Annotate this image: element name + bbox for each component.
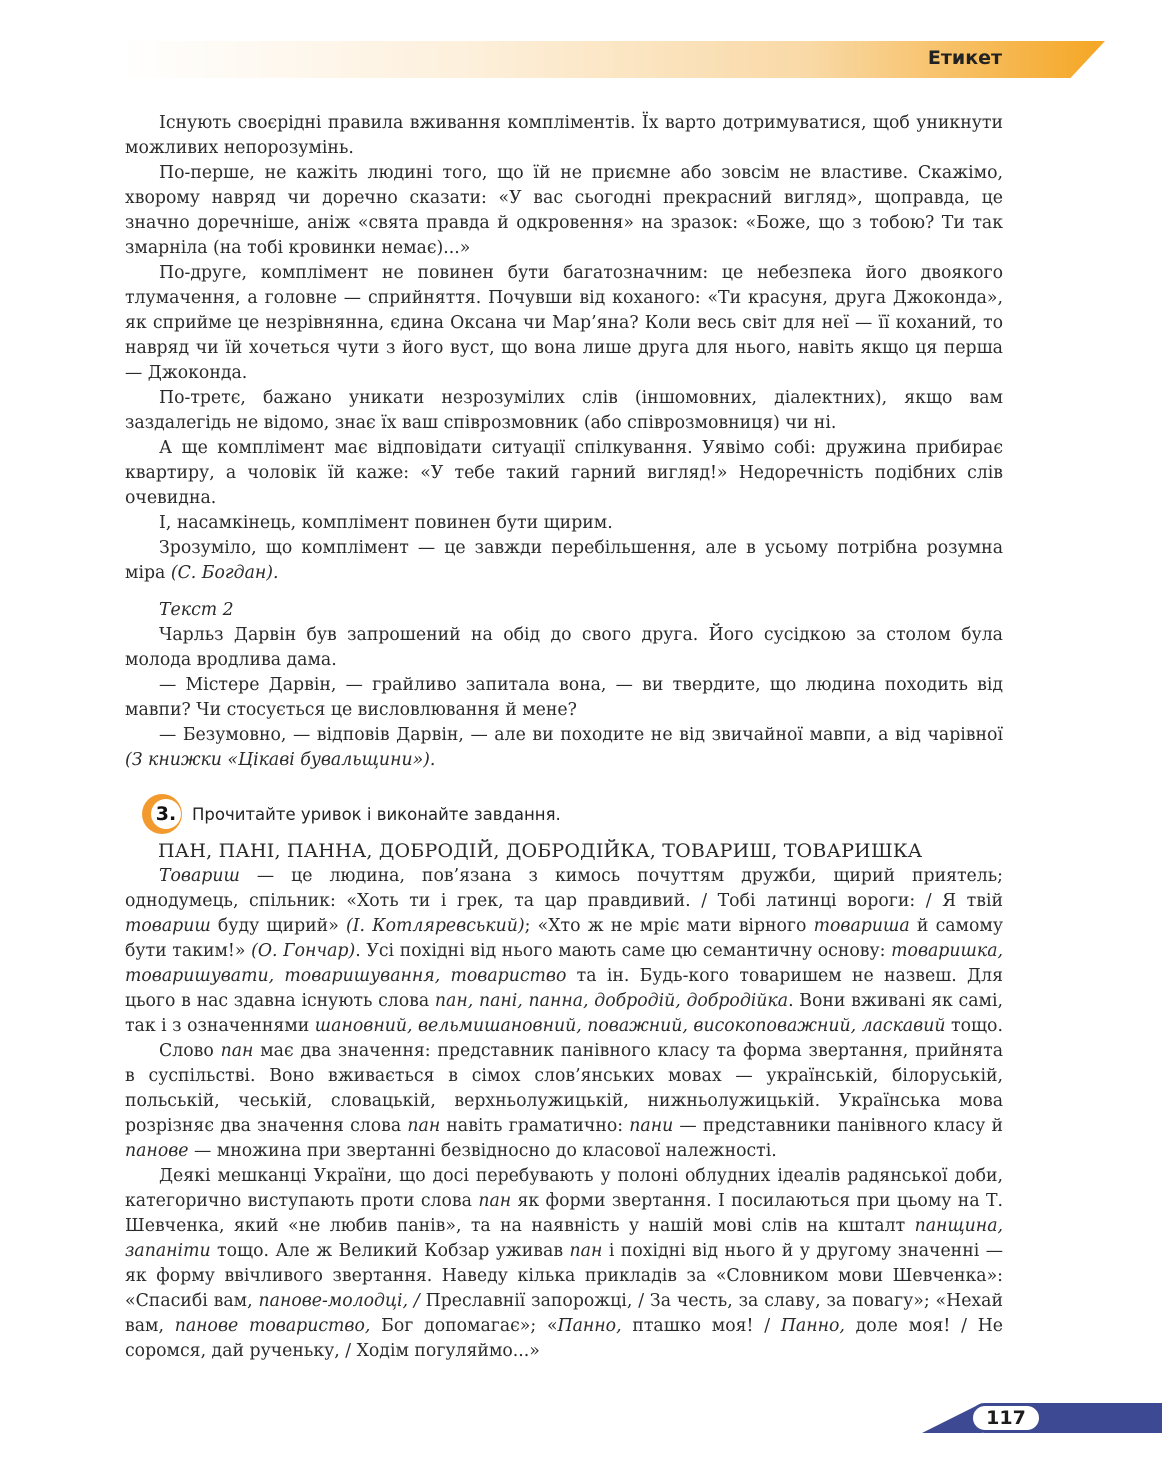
italic-run: Панно, (780, 1316, 845, 1336)
text-run: Преславнії запорожці, / За честь, за славу, за повагу»; «Нехай вам, (125, 1291, 1003, 1336)
paragraph: По-друге, комплімент не повинен бути багатозначним: це небезпека його двоякого тлумачення, а головне — сприйняття. Почувши від коханого: «Ти красуня, друга Джоконда», як сприйме це незрівнянна, єдина Оксана чи Мар’яна? Коли весь світ для неї — її коханий, то навряд чи їй хочеться чути з його вуст, що вона лише друга для нього, навіть якщо ця перша — Джоконда. (125, 263, 1003, 383)
italic-run: пан (220, 1041, 254, 1061)
text-run: має два значення: представник панівного класу та форма звертання, прийнята в суспільстві. Воно вживається в сімох слов’янських мовах — українській, білоруській, польській, чеській, словацькій, верхньолужицькій, нижньолужицькій. Українська мова розрізняє два значення слова (125, 1041, 1004, 1136)
text-run: та ін. Будь-кого товаришем не назвеш. Для цього в нас здавна існують слова (125, 966, 1003, 1011)
italic-run: товариш (125, 916, 211, 936)
footer-page-marker (922, 1403, 1162, 1433)
paragraph-text: — Безумовно, — відповів Дарвін, — але ви походите не від звичайної мавпи, а від чарівної (159, 725, 1003, 745)
section-title: Етикет (927, 47, 1002, 69)
text-run: — множина при звертанні безвідносно до класової належності. (188, 1141, 777, 1161)
text-run: пташко моя! / (621, 1316, 781, 1336)
text-run: доле моя! / Не соромся, дай рученьку, / Ходім погуляймо...» (125, 1316, 1003, 1361)
task-number-badge (142, 794, 182, 834)
paragraph-text: Зрозуміло, що комплімент — це завжди перебільшення, але в усьому потрібна розумна міра (125, 538, 1003, 583)
task-instruction: Прочитайте уривок і виконайте завдання. (192, 804, 561, 824)
source-citation: (З книжки «Цікаві бувальщини»). (125, 750, 436, 770)
italic-run: панове-молодці, / (258, 1291, 420, 1311)
footer-bar (1028, 1403, 1162, 1433)
task-number: 3. (151, 799, 181, 829)
text-run: — це людина, пов’язана з кимось почуттям дружби, щирий приятель; однодумець, спільник: «Хоть ти і грек, та цар правдивий. / Тобі латинці вороги: / Я твій (125, 866, 1003, 911)
italic-run: (О. Гончар) (251, 941, 356, 961)
italic-run: пан (407, 1116, 441, 1136)
text-run: й самому бути таким!» (125, 916, 1004, 961)
paragraph: Існують своєрідні правила вживання компліментів. Їх варто дотримуватися, щоб уникнути можливих непорозумінь. (125, 113, 1003, 158)
italic-run: панщина, запаніти (125, 1216, 1003, 1261)
paragraph: По-третє, бажано уникати незрозумілих слів (іншомовних, діалектних), якщо вам заздалегідь не відомо, знає їх ваш співрозмовник (або співрозмовниця) чи ні. (125, 388, 1003, 433)
section-heading: ПАН, ПАНІ, ПАННА, ДОБРОДІЙ, ДОБРОДІЙКА, ТОВАРИШ, ТОВАРИШКА (158, 840, 923, 862)
source-citation: (С. Богдан). (170, 563, 279, 583)
text-run: Деякі мешканці України, що досі перебувають у полоні облудних ідеалів радянської доби, категорично виступають проти слова (125, 1166, 1003, 1211)
paragraph: Чарльз Дарвін був запрошений на обід до свого друга. Його сусідкою за столом була молода вродлива дама. (125, 625, 1003, 670)
text-block-1 (125, 111, 1003, 773)
text-run: . Вони вживані як самі, так і з означеннями (125, 991, 1003, 1036)
paragraph (125, 723, 1003, 773)
italic-run: панове товариство, (174, 1316, 371, 1336)
task-marker (142, 794, 561, 834)
text-run: — представники панівного класу й (673, 1116, 1003, 1136)
paragraph: По-перше, не кажіть людині того, що їй не приємне або зовсім не властиве. Скажімо, хворому навряд чи доречно сказати: «У вас сьогодні прекрасний вигляд», щоправда, це значно доречніше, аніж «свята правда й одкровення» на зразок: «Боже, що з тобою? Ти так змарніла (на тобі кровинки немає)...» (125, 163, 1003, 258)
paragraph (125, 864, 1003, 1039)
page-number: 117 (970, 1403, 1042, 1433)
italic-run: шановний, вельмишановний, поважний, високоповажний, ласкавий (314, 1016, 946, 1036)
italic-run: товариша (813, 916, 910, 936)
paragraph: А ще комплімент має відповідати ситуації спілкування. Уявімо собі: дружина прибирає квартиру, а чоловік їй каже: «У тебе такий гарний вигляд!» Недоречність подібних слів очевидна. (125, 438, 1003, 508)
italic-run: пани (629, 1116, 674, 1136)
paragraph: І, насамкінець, комплімент повинен бути щирим. (159, 513, 613, 533)
paragraph (125, 536, 1003, 586)
italic-run: (І. Котляревський) (345, 916, 525, 936)
text-run: ; «Хто ж не мріє мати вірного (524, 916, 814, 936)
italic-run: Панно, (557, 1316, 622, 1336)
italic-run: пан, пані, панна, добродій, добродійка (434, 991, 789, 1011)
italic-run: Товариш (159, 866, 240, 886)
text-run: і похідні від нього й у другому значенні — як форму ввічливого звертання. Наведу кілька прикладів за «Словником мови Шевченка»: «Спасибі вам, (125, 1241, 1003, 1311)
text-run: тощо. (945, 1016, 1003, 1036)
italic-run: пан (569, 1241, 603, 1261)
paragraph (125, 1164, 1003, 1364)
paragraph (125, 1039, 1003, 1164)
text-2-label: Текст 2 (159, 600, 234, 620)
text-run: тощо. Але ж Великий Кобзар уживав (210, 1241, 570, 1261)
italic-run: товаришка, товаришувати, товаришування, товариство (125, 941, 1003, 986)
text-run: Слово (159, 1041, 221, 1061)
text-run: як форми звертання. І посилаються при цьому на Т. Шевченка, який «не любив панів», та на наявність у нашій мові слів на кшталт (125, 1191, 1003, 1236)
paragraph: — Містере Дарвін, — грайливо запитала вона, — ви твердите, що людина походить від мавпи? Чи стосується це висловлювання й мене? (125, 675, 1003, 720)
text-run: навіть граматично: (440, 1116, 630, 1136)
text-block-2 (125, 864, 1003, 1364)
text-run: буду щирий» (210, 916, 346, 936)
italic-run: пан (478, 1191, 512, 1211)
text-run: . Усі похідні від нього мають саме цю семантичну основу: (355, 941, 892, 961)
italic-run: панове (125, 1141, 189, 1161)
text-run: Бог допомагає»; « (370, 1316, 558, 1336)
